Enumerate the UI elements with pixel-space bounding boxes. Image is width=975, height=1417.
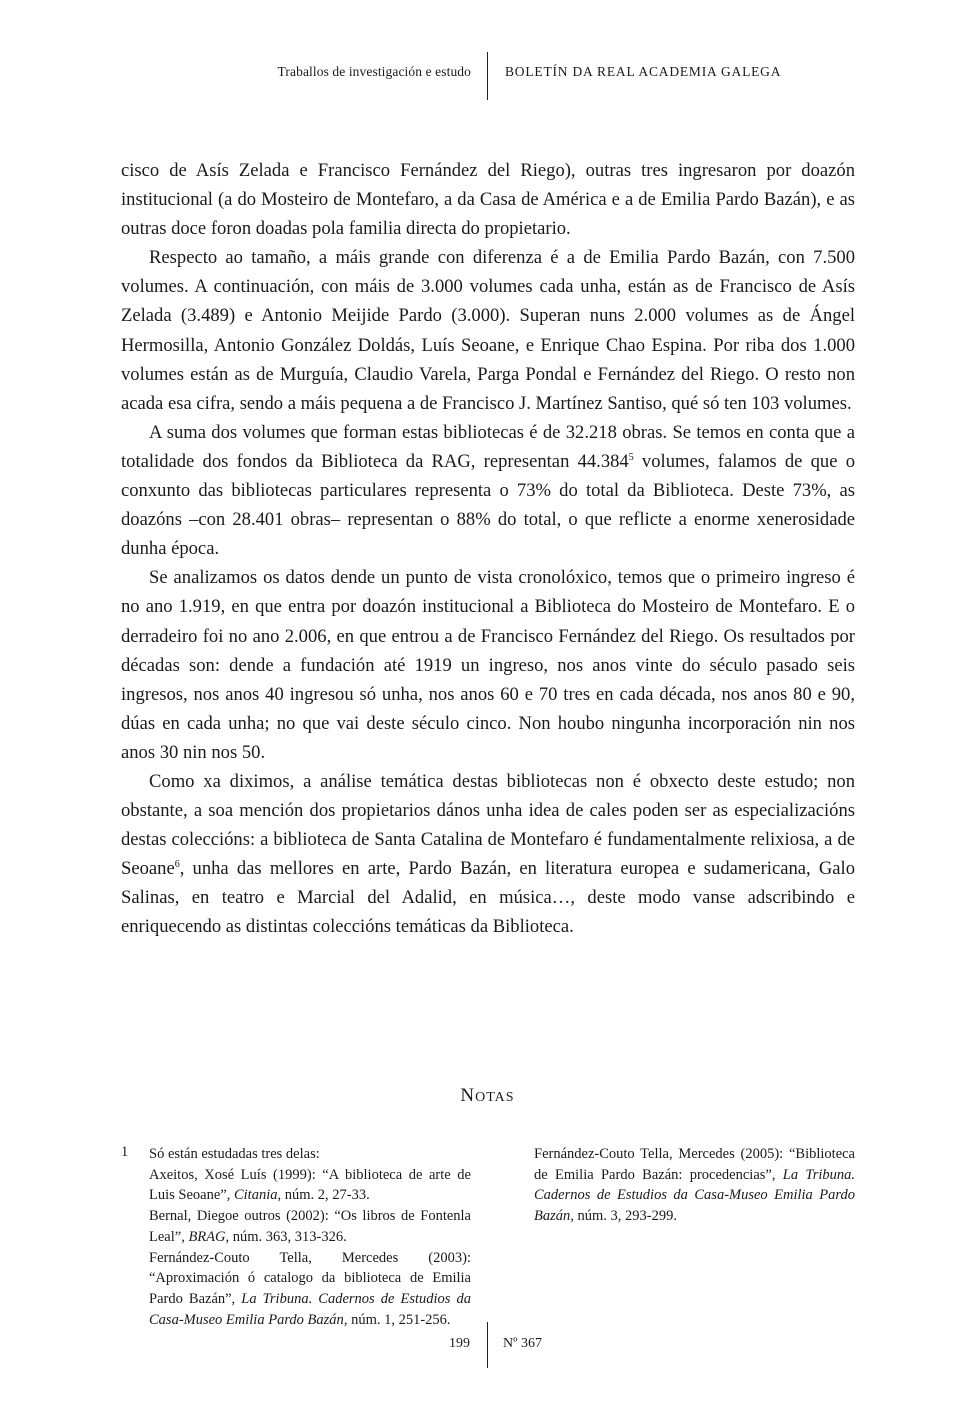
paragraph-2: Respecto ao tamaño, a máis grande con diferenza é a de Emilia Pardo Bazán, con 7.500 volumes. A continuación, con máis de 3.000 volumes cada unha, están as de Francisco de Asís Zelada (3.489) e Antonio Meijide Pardo (3.000). Superan nuns 2.000 volumes as de Ángel Hermosilla, Antonio González Doldás, Luís Seoane, e Enrique Chao Espina. Por riba dos 1.000 volumes están as de Murguía, Claudio Varela, Parga Pondal e Fernández del Riego. O resto non acada esa cifra, sendo a máis pequena a de Francisco J. Martínez Santiso, qué só ten 103 volumes. <box>121 247 855 414</box>
paragraph-5-text-a: Como xa diximos, a análise temática destas bibliotecas non é obxecto deste estudo; non obstante, a soa mención dos propietarios dános unha idea de cales poden ser as especializacións destas coleccións: a biblioteca de Santa Catalina de Montefaro é fundamentalmente relixiosa, a de Seoane <box>121 770 855 880</box>
notes-column-right <box>534 1144 855 1227</box>
ref3-text-a: Fernández-Couto Tella, Mercedes (2003): “Aproximación ó catalogo da biblioteca de Emilia Pardo Bazán”, <box>149 1249 471 1307</box>
header-divider <box>487 52 488 100</box>
page-number: 199 <box>449 1336 470 1351</box>
note-intro: Só están estudadas tres delas: <box>149 1146 320 1162</box>
footnote-ref-6[interactable]: 6 <box>174 859 180 871</box>
paragraph-5 <box>121 767 855 942</box>
ref3-text-b: , núm. 1, 251-256. <box>343 1311 451 1328</box>
running-header-right: BOLETÍN DA REAL ACADEMIA GALEGA <box>505 64 782 79</box>
ref1-text-a: Axeitos, Xosé Luís (1999): “A biblioteca de arte de Luis Seoane”, <box>149 1166 471 1204</box>
notes-title <box>0 1085 975 1107</box>
issue-number: Nº 367 <box>503 1336 542 1351</box>
note-number: 1 <box>121 1144 129 1160</box>
footer-divider <box>487 1322 488 1368</box>
paragraph-1: cisco de Asís Zelada e Francisco Fernández del Riego), outras tres ingresaron por doazón institucional (a do Mosteiro de Montefaro, a da Casa de América e a de Emilia Pardo Bazán), e as outras doce foron doadas pola familia directa do propietario. <box>121 160 855 240</box>
ref4-text-a: Fernández-Couto Tella, Mercedes (2005): “Biblioteca de Emilia Pardo Bazán: procedencias”, <box>534 1146 855 1183</box>
note-reference-3 <box>149 1248 471 1331</box>
paragraph-3-text-a: A suma dos volumes que forman estas bibliotecas é de 32.218 obras. Se temos en conta que a totalidade dos fondos da Biblioteca da RAG, representan 44.384 <box>121 421 855 472</box>
note-reference-4 <box>534 1144 855 1227</box>
running-header-left: Traballos de investigación e estudo <box>277 64 471 79</box>
ref4-title: La Tribuna. Cadernos de Estudios da Casa-Museo Emilia Pardo Bazán <box>534 1166 855 1225</box>
ref3-title: La Tribuna. Cadernos de Estudios da Casa-Museo Emilia Pardo Bazán <box>149 1290 472 1328</box>
paragraph-3 <box>121 418 855 563</box>
ref2-title: BRAG <box>188 1228 226 1245</box>
notes-column-left <box>149 1144 471 1330</box>
note-reference-1 <box>149 1165 471 1206</box>
paragraph-5-text-b: , unha das mellores en arte, Pardo Bazán, en literatura europea e sudamericana, Galo Salinas, en teatro e Marcial del Adalid, en música…, deste modo vanse adscribindo e enriquecendo as distintas coleccións temáticas da Biblioteca. <box>121 858 855 938</box>
ref1-text-b: , núm. 2, 27-33. <box>277 1187 370 1204</box>
note-reference-2 <box>149 1206 471 1247</box>
ref2-text-a: Bernal, Diegoe outros (2002): “Os libros de Fontenla Leal”, <box>149 1208 471 1245</box>
notes-title-smallcaps: OTAS <box>475 1090 515 1105</box>
body-text <box>121 156 855 942</box>
ref1-title: Citania <box>233 1187 278 1204</box>
paragraph-4: Se analizamos os datos dende un punto de vista cronolóxico, temos que o primeiro ingreso é no ano 1.919, en que entra por doazón institucional a Biblioteca do Mosteiro de Montefaro. E o derradeiro foi no ano 2.006, en que entrou a de Francisco Fernández del Riego. Os resultados por décadas son: dende a fundación até 1919 un ingreso, nos anos vinte do século pasado seis ingresos, nos anos 40 ingresou só unha, nos anos 60 e 70 tres en cada década, nos anos 80 e 90, dúas en cada unha; no que vai deste século cinco. Non houbo ningunha incorporación nin nos anos 30 nin nos 50. <box>121 567 855 763</box>
ref2-text-b: , núm. 363, 313-326. <box>225 1228 347 1245</box>
paragraph-3-text-b: volumes, falamos de que o conxunto das bibliotecas particulares representa o 73% do total da Biblioteca. Deste 73%, as doazóns –con 28.401 obras– representan o 88% do total, o que reflicte a enorme xenerosidade dunha época. <box>121 450 855 560</box>
ref4-text-b: , núm. 3, 293-299. <box>570 1208 677 1225</box>
notes-title-initial: N <box>460 1085 476 1106</box>
footnote-ref-5[interactable]: 5 <box>628 451 634 463</box>
